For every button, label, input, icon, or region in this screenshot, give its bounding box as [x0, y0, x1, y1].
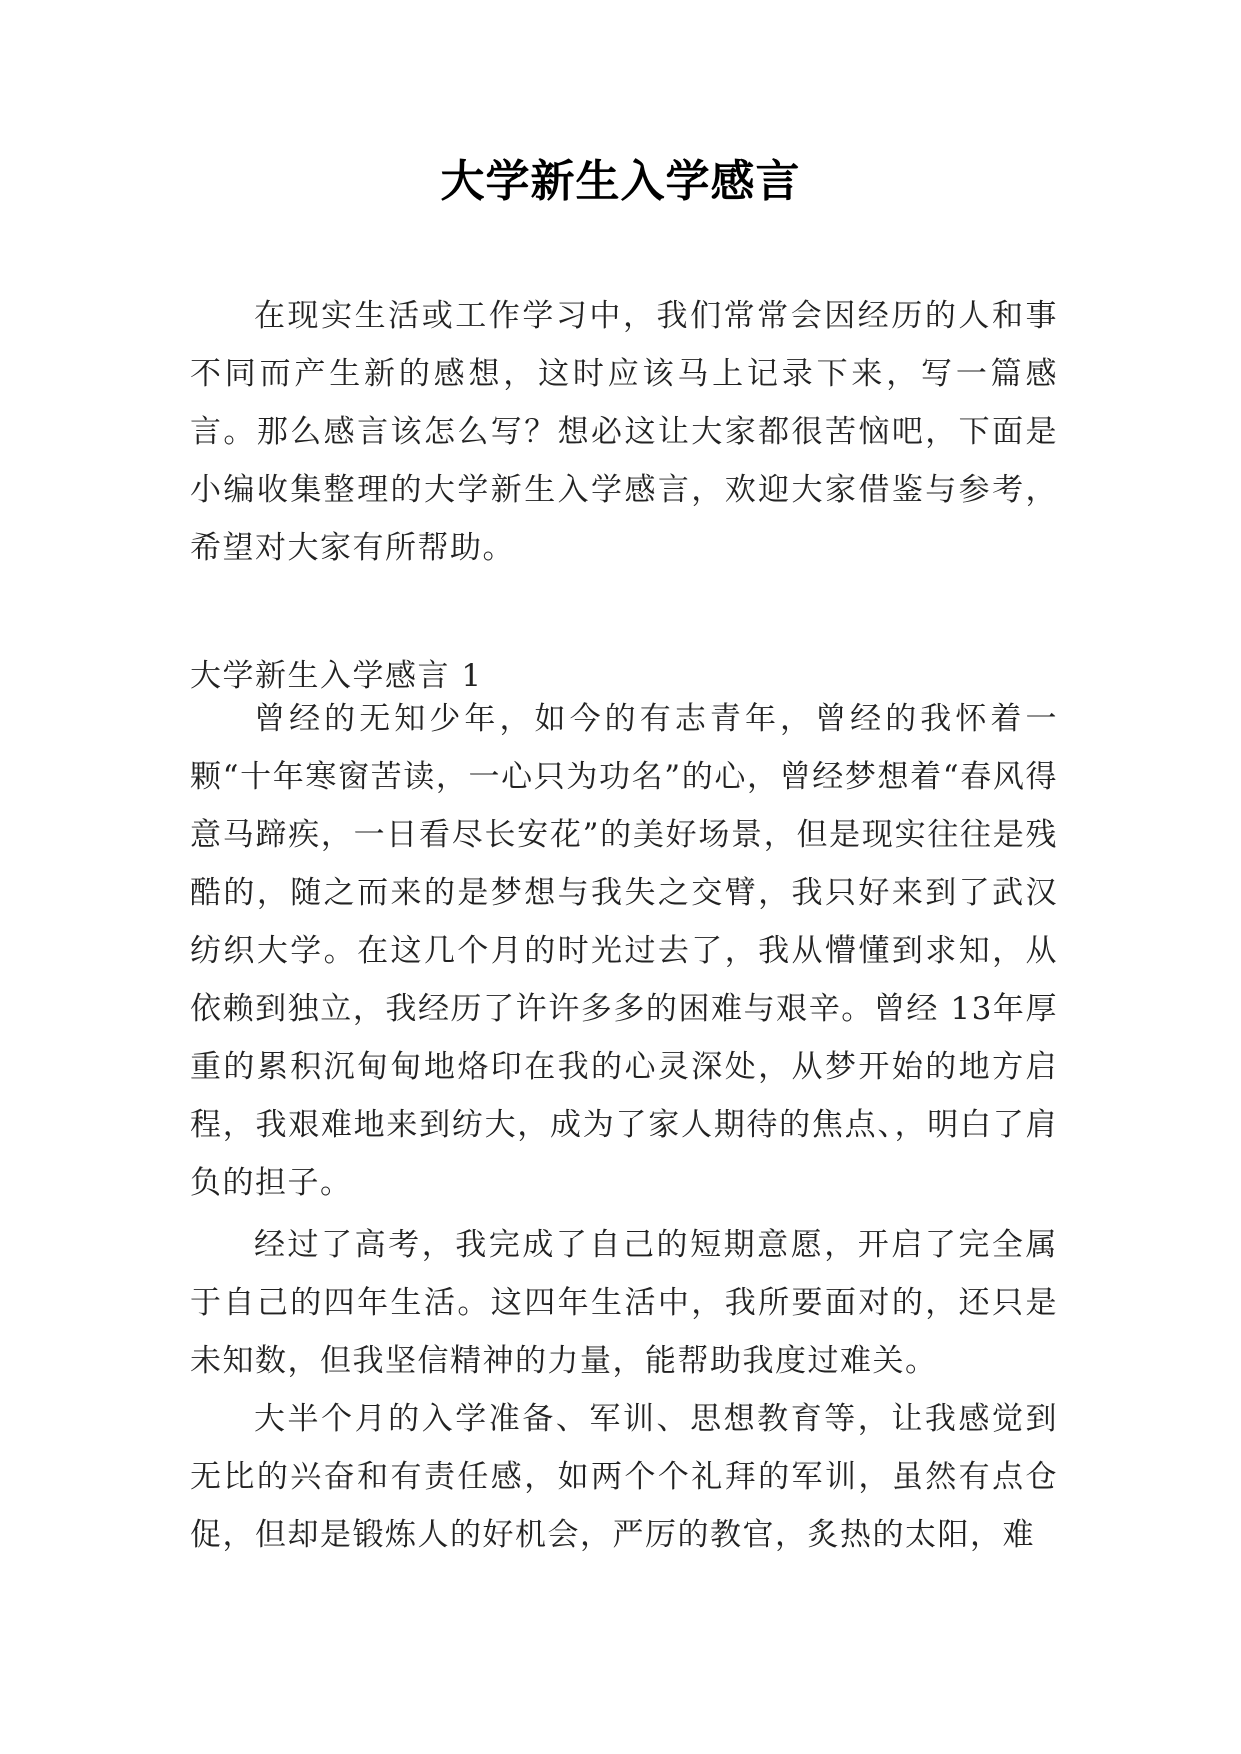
body-paragraph: 曾经的无知少年，如今的有志青年，曾经的我怀着一颗“十年寒窗苦读，一心只为功名”的心，曾经梦想着“春风得意马蹄疾，一日看尽长安花”的美好场景，但是现实往往是残酷的，随之而来的是梦想与我失之交臂，我只好来到了武汉纺织大学。在这几个月的时光过去了，我从懵懂到求知，从依赖到独立，我经历了许许多多的困难与艰辛。曾经 13年厚重的累积沉甸甸地烙印在我的心灵深处，从梦开始的地方启程，我艰难地来到纺大，成为了家人期待的焦点、，明白了肩负的担子。 — [190, 701, 1058, 1201]
section-heading: 大学新生入学感言 1 — [190, 658, 483, 694]
intro-paragraph: 在现实生活或工作学习中，我们常常会因经历的人和事不同而产生新的感想，这时应该马上记录下来，写一篇感言。那么感言该怎么写？想必这让大家都很苦恼吧，下面是小编收集整理的大学新生入学感言，欢迎大家借鉴与参考，希望对大家有所帮助。 — [190, 298, 1058, 566]
document-title: 大学新生入学感言 — [440, 156, 801, 207]
body-paragraph: 经过了高考，我完成了自己的短期意愿，开启了完全属于自己的四年生活。这四年生活中，我所要面对的，还只是未知数，但我坚信精神的力量，能帮助我度过难关。 — [190, 1227, 1058, 1379]
body-paragraph: 大半个月的入学准备、军训、思想教育等，让我感觉到无比的兴奋和有责任感，如两个个礼拜的军训，虽然有点仓促，但却是锻炼人的好机会，严厉的教官，炙热的太阳，难 — [190, 1401, 1058, 1553]
